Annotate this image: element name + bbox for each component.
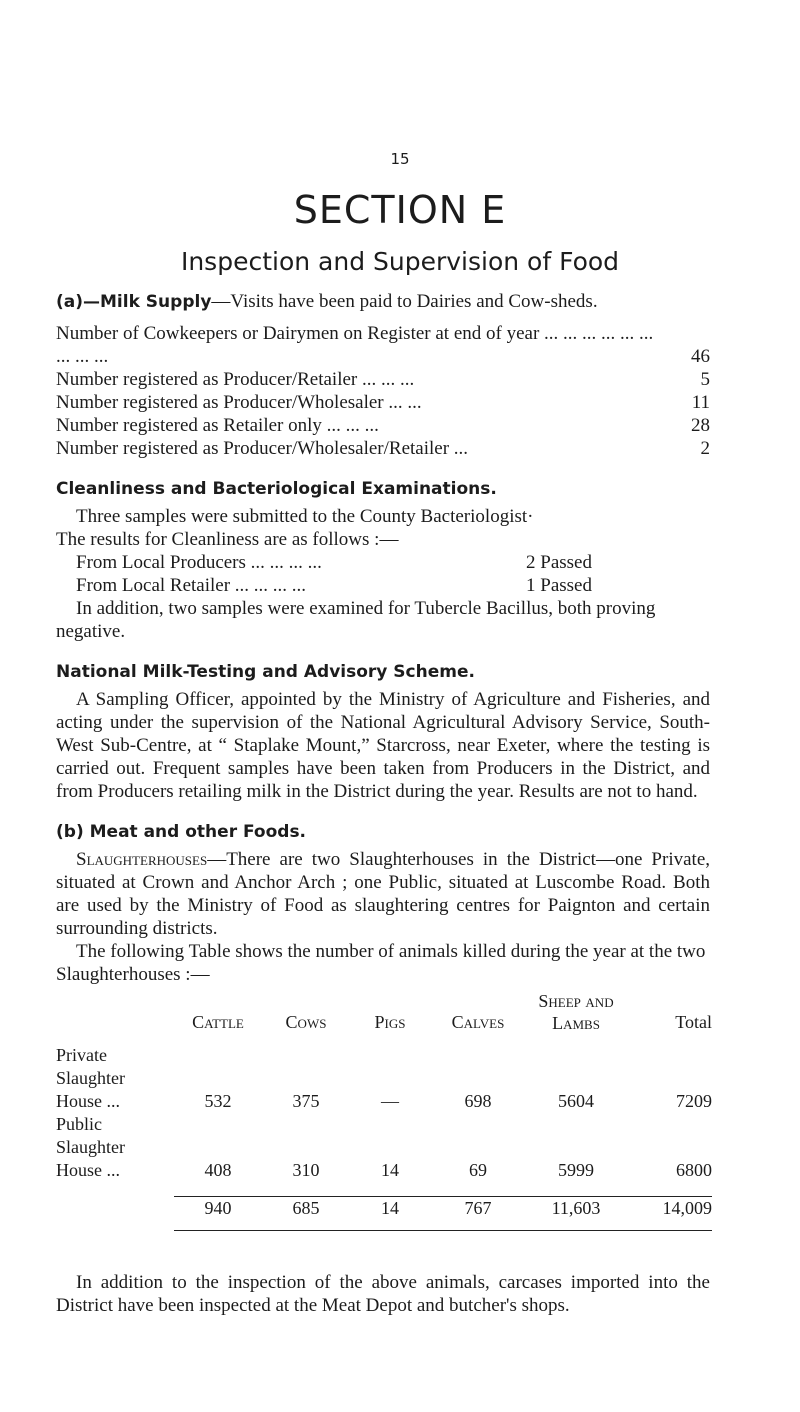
- retailer-result: [76, 574, 636, 597]
- table-row: [56, 1159, 712, 1182]
- table-cell: —: [381, 1091, 399, 1111]
- milk-register-list: [56, 322, 710, 460]
- table-cell: 310: [292, 1160, 320, 1180]
- milk-row-value: 5: [700, 369, 710, 390]
- producers-value: 2 Passed: [526, 552, 592, 573]
- milk-row: [56, 322, 710, 368]
- total-cell: 14,009: [626, 1197, 712, 1221]
- table-cell: 7209: [676, 1091, 712, 1111]
- row-label-top: Private Slaughter: [56, 1045, 125, 1088]
- header-calves: Calves: [451, 1012, 505, 1032]
- milk-row: [56, 414, 710, 437]
- table-cell: 698: [464, 1091, 492, 1111]
- header-cattle: Cattle: [192, 1012, 244, 1032]
- milk-row: [56, 391, 710, 414]
- closing-paragraph: In addition to the inspection of the above animals, carcases imported into the District have been inspected at the Meat Depot and butcher's shops.: [56, 1272, 710, 1316]
- totals-row: [56, 1197, 712, 1221]
- milk-supply-paragraph: [56, 290, 710, 314]
- table-cell: 408: [204, 1160, 232, 1180]
- milk-row-value: 2: [700, 438, 710, 459]
- cleanliness-line2: The results for Cleanliness are as follows :—: [56, 529, 399, 550]
- milk-row-label: Number of Cowkeepers or Dairymen on Register at end of year ... ... ... ... ... ... ... ... ...: [56, 323, 654, 367]
- cleanliness-heading: Cleanliness and Bacteriological Examinations.: [56, 479, 497, 499]
- cleanliness-line3: In addition, two samples were examined for Tubercle Bacillus, both proving negative.: [56, 598, 656, 642]
- slaughterhouses-label: Slaughterhouses: [76, 849, 208, 870]
- table-row: [56, 1113, 712, 1159]
- total-cell: 685: [262, 1197, 350, 1221]
- table-row: [56, 1090, 712, 1113]
- header-sheep-lambs: Sheep and Lambs: [538, 991, 614, 1033]
- meat-heading: (b) Meat and other Foods.: [56, 822, 307, 842]
- table-header-row: [56, 990, 712, 1034]
- milk-row-label: Number registered as Retailer only ... ... ...: [56, 415, 379, 436]
- producers-label: From Local Producers ... ... ... ...: [76, 552, 322, 573]
- section-title: SECTION E: [293, 188, 507, 232]
- milk-row-label: Number registered as Producer/Wholesaler/Retailer ...: [56, 438, 469, 459]
- slaughterhouses-text: —There are two Slaughterhouses in the District—one Private, situated at Crown and Anchor Arch ; one Public, situated at Luscombe Road. Both are used by the Ministry of Food as slaughtering centres for Paignton and certain surrounding districts.: [56, 849, 710, 939]
- bottom-rule-row: [56, 1220, 712, 1231]
- header-total: Total: [675, 1012, 712, 1032]
- header-cows: Cows: [285, 1012, 327, 1032]
- animals-killed-table: [56, 990, 712, 1231]
- table-corner: [56, 990, 174, 1034]
- milk-row: [56, 437, 710, 460]
- table-cell: 14: [381, 1160, 399, 1180]
- milk-row-value: 11: [691, 392, 710, 413]
- retailer-label: From Local Retailer ... ... ... ...: [76, 575, 307, 596]
- milk-supply-intro: —Visits have been paid to Dairies and Cow-sheds.: [211, 291, 598, 312]
- table-cell: 6800: [676, 1160, 712, 1180]
- header-pigs: Pigs: [374, 1012, 406, 1032]
- testing-text: A Sampling Officer, appointed by the Ministry of Agriculture and Fisheries, and acting under the supervision of the National Agricultural Advisory Service, South-West Sub-Centre, at “ Staplake Mount,” Starcross, near Exeter, where the testing is carried out. Frequent samples have been taken from Producers in the District, and from Producers retailing milk in the District during the year. Results are not to hand.: [56, 689, 710, 802]
- table-cell: 5999: [558, 1160, 594, 1180]
- slaughterhouses-paragraph: [56, 848, 710, 940]
- producers-result: [76, 551, 636, 574]
- spacer-row: [56, 1182, 712, 1197]
- table-cell: 375: [292, 1091, 320, 1111]
- retailer-value: 1 Passed: [526, 575, 592, 596]
- total-cell: 767: [430, 1197, 526, 1221]
- milk-row-value: 46: [691, 346, 710, 367]
- row-label: House ...: [56, 1160, 120, 1180]
- table-cell: 69: [469, 1160, 487, 1180]
- testing-heading: National Milk-Testing and Advisory Scheme.: [56, 662, 475, 682]
- total-cell: 14: [350, 1197, 430, 1221]
- table-row: [56, 1034, 712, 1090]
- table-cell: 532: [204, 1091, 232, 1111]
- milk-row: [56, 368, 710, 391]
- milk-row-label: Number registered as Producer/Retailer ... ... ...: [56, 369, 415, 390]
- row-label-top: Public Slaughter: [56, 1114, 125, 1157]
- milk-row-label: Number registered as Producer/Wholesaler ... ...: [56, 392, 422, 413]
- cleanliness-line1: Three samples were submitted to the County Bacteriologist·: [76, 506, 534, 527]
- row-label: House ...: [56, 1091, 120, 1111]
- table-cell: 5604: [558, 1091, 594, 1111]
- table-intro: The following Table shows the number of animals killed during the year at the two Slaughterhouses :—: [56, 941, 706, 985]
- milk-row-value: 28: [691, 415, 710, 436]
- milk-supply-heading: (a)—Milk Supply: [56, 292, 212, 312]
- total-cell: 11,603: [526, 1197, 626, 1221]
- section-content: [56, 290, 710, 1317]
- total-cell: 940: [174, 1197, 262, 1221]
- page-number: 15: [390, 150, 410, 168]
- section-subtitle: Inspection and Supervision of Food: [180, 247, 620, 276]
